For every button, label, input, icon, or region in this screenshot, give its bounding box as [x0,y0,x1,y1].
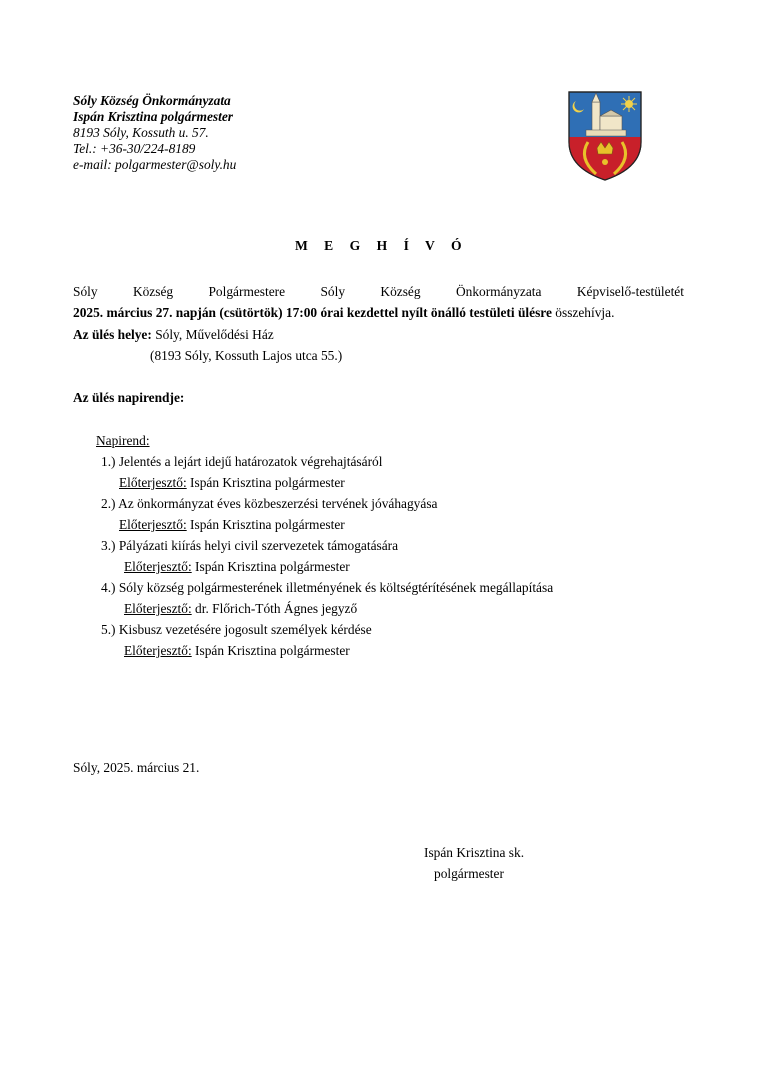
email: e-mail: polgarmester@soly.hu [73,157,237,172]
presenter-label: Előterjesztő: [124,643,192,658]
meeting-date-line [73,305,614,321]
intro-word: Község [132,284,174,299]
signature-title: polgármester [434,866,504,881]
issue-date: Sóly, 2025. március 21. [73,760,200,775]
agenda-item: 1.) Jelentés a lejárt idejű határozatok végrehajtásáról [101,454,383,469]
agenda-item: 3.) Pályázati kiírás helyi civil szervezetek támogatására [101,538,399,553]
location-label: Az ülés helye: [73,327,152,342]
presenter-label: Előterjesztő: [124,601,192,616]
presenter-name: Ispán Krisztina polgármester [186,475,345,490]
agenda-presenter [124,601,357,617]
intro-word: Sóly [73,284,98,299]
location-line [73,327,274,343]
intro-line [73,284,684,300]
agenda-presenter [119,475,345,491]
presenter-name: Ispán Krisztina polgármester [191,643,350,658]
letterhead [73,93,236,173]
agenda-presenter [124,559,350,575]
presenter-label: Előterjesztő: [119,517,187,532]
presenter-label: Előterjesztő: [119,475,187,490]
intro-word: Polgármestere [208,284,286,299]
presenter-label: Előterjesztő: [124,559,192,574]
meeting-date: 2025. március 27. napján (csütörtök) 17:00 órai kezdettel nyílt önálló testületi ülésre [73,305,552,320]
intro-word: Sóly [320,284,346,299]
intro-word: Község [380,284,421,299]
presenter-name: Ispán Krisztina polgármester [191,559,350,574]
agenda-item: 2.) Az önkormányzat éves közbeszerzési tervének jóváhagyása [101,496,438,511]
agenda-heading: Az ülés napirendje: [73,390,185,405]
phone: Tel.: +36-30/224-8189 [73,141,196,156]
coat-of-arms-icon [566,90,644,182]
presenter-name: Ispán Krisztina polgármester [186,517,345,532]
presenter-name: dr. Flőrich-Tóth Ágnes jegyző [191,601,358,616]
address: 8193 Sóly, Kossuth u. 57. [73,125,209,140]
location: Sóly, Művelődési Ház [151,327,274,342]
agenda-item: 5.) Kisbusz vezetésére jogosult személyek kérdése [101,622,372,637]
meeting-date-tail: összehívja. [551,305,615,320]
invitation-title: M E G H Í V Ó [294,238,469,253]
mayor-name: Ispán Krisztina polgármester [73,109,233,124]
intro-word: Képviselő-testületét [576,284,684,299]
agenda-presenter [119,517,345,533]
agenda-item: 4.) Sóly község polgármesterének illetményének és költségtérítésének megállapítása [101,580,554,595]
intro-word: Önkormányzata [455,284,542,299]
agenda-presenter [124,643,350,659]
signature-name: Ispán Krisztina sk. [424,845,525,860]
location-address: (8193 Sóly, Kossuth Lajos utca 55.) [150,348,343,363]
organization-name: Sóly Község Önkormányzata [73,93,231,108]
agenda-label: Napirend: [96,433,150,448]
